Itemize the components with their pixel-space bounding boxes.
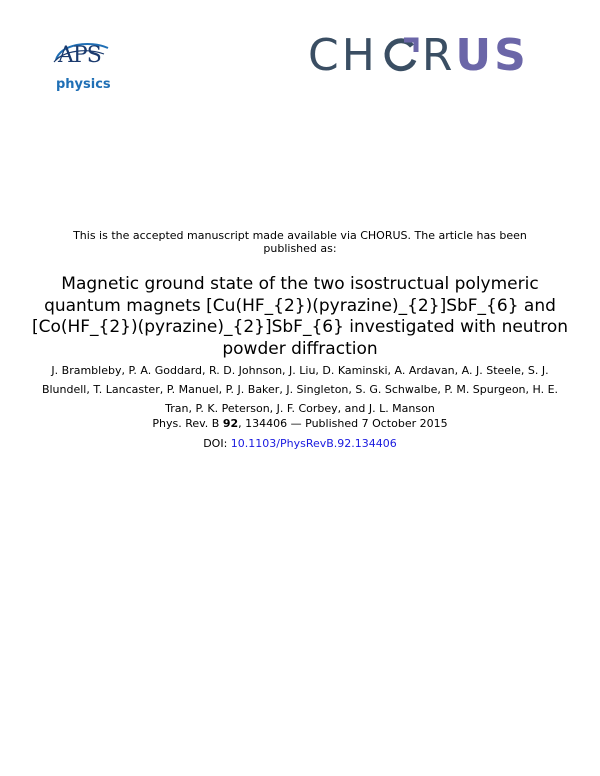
chorus-r: R <box>421 30 456 81</box>
aps-physics-wordmark: physics <box>56 77 111 92</box>
journal-volume: 92 <box>222 417 239 430</box>
doi-link[interactable]: 10.1103/PhysRevB.92.134406 <box>230 437 397 450</box>
journal-citation <box>30 417 570 431</box>
chorus-logo <box>308 28 529 84</box>
journal-name: Phys. Rev. B <box>152 417 220 430</box>
chorus-suffix: US <box>455 30 529 81</box>
article-title: Magnetic ground state of the two isostructual polymeric quantum magnets [Cu(HF_{2})(pyrazine)_{2}]SbF_{6} and [Co(HF_{2})(pyrazine)_{2}]SbF_{6} investigated with neutron powder diffraction <box>31 274 569 359</box>
chorus-notice: This is the accepted manuscript made available via CHORUS. The article has been published as: <box>73 229 527 255</box>
author-list: J. Brambleby, P. A. Goddard, R. D. Johnson, J. Liu, D. Kaminski, A. Ardavan, A. J. Steele, S. J. Blundell, T. Lancaster, P. Manuel, P. J. Baker, J. Singleton, S. G. Schwalbe, P. M. Spurgeon, H. E. Tran, P. K. Peterson, J. F. Corbey, and J. L. Manson <box>41 364 559 415</box>
doi-line <box>30 437 570 451</box>
aps-wordmark: APS <box>58 43 101 68</box>
chorus-prefix: CH <box>308 30 378 81</box>
chorus-o-arrow-icon <box>380 34 420 78</box>
doi-label: DOI: <box>203 437 231 450</box>
journal-details: , 134406 — Published 7 October 2015 <box>238 417 448 430</box>
